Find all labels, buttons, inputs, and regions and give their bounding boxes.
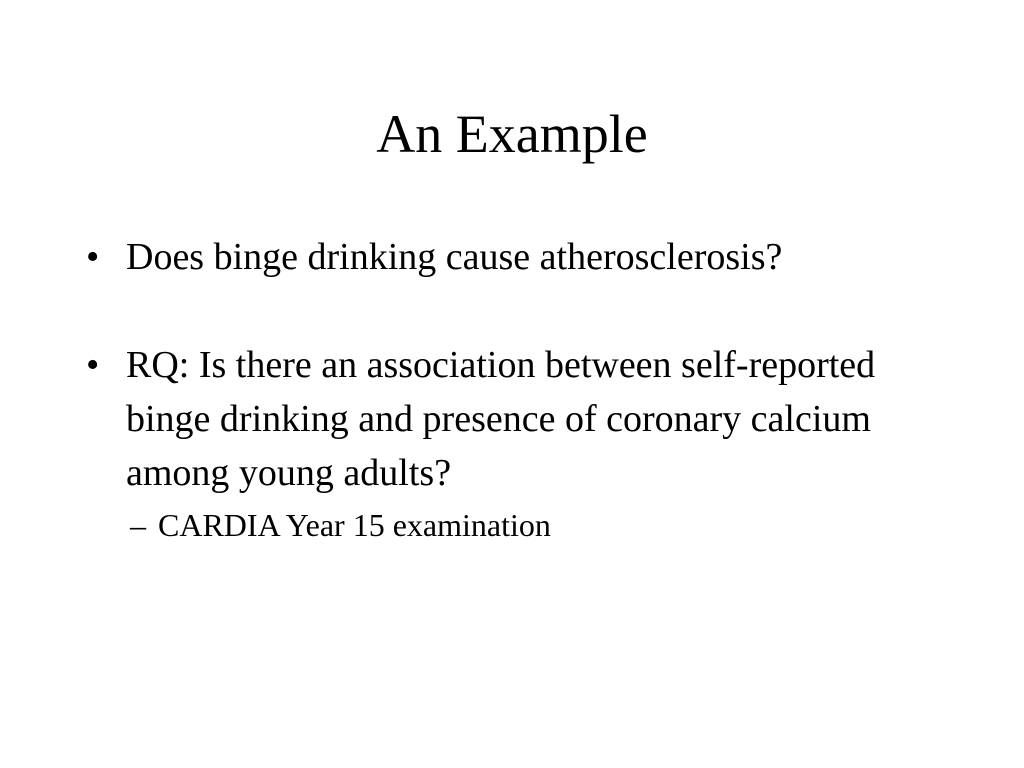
sub-bullet-list (126, 502, 946, 548)
sub-bullet-marker: – (130, 507, 146, 543)
bullet-marker: • (86, 236, 100, 278)
bullet-list (86, 230, 946, 548)
bullet-marker: • (86, 344, 100, 386)
sub-bullet-item (130, 502, 946, 548)
bullet-item (86, 338, 946, 548)
bullet-item (86, 230, 946, 284)
sub-bullet-text: CARDIA Year 15 examination (158, 507, 551, 543)
bullet-text: Does binge drinking cause atherosclerosis? (126, 236, 783, 278)
bullet-text: RQ: Is there an association between self-reported binge drinking and presence of coronary calcium among young adults? (126, 344, 876, 494)
slide-title: An Example (376, 104, 648, 164)
